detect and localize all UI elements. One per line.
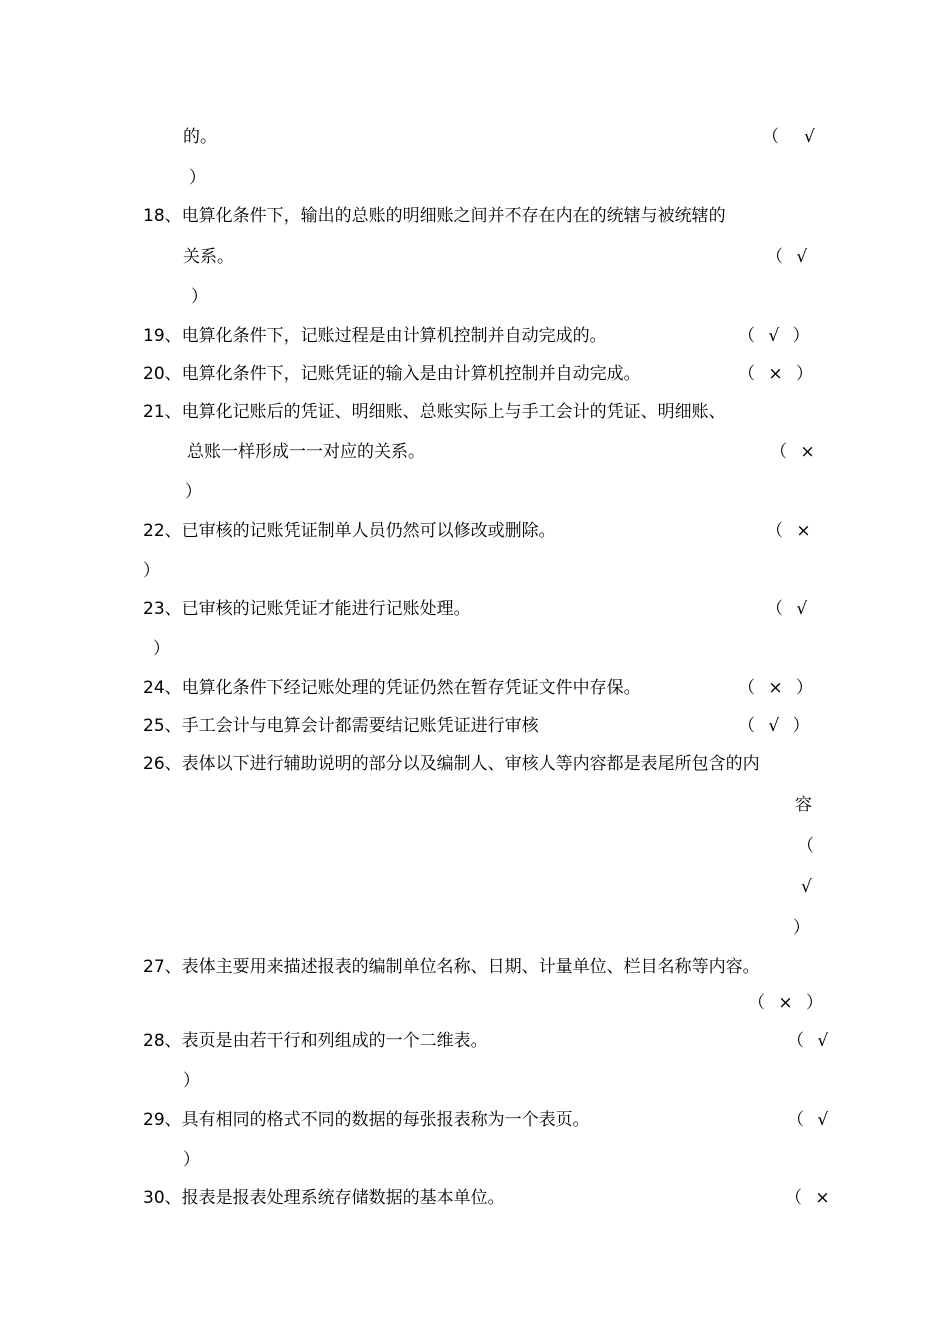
question-29-mark: （ √	[787, 1110, 833, 1130]
question-23-mark: （ √	[766, 599, 812, 619]
question-30: 30、报表是报表处理系统存储数据的基本单位。	[143, 1188, 505, 1208]
question-26-line1: 26、表体以下进行辅助说明的部分以及编制人、审核人等内容都是表尾所包含的内	[143, 754, 760, 774]
question-23: 23、已审核的记账凭证才能进行记账处理。	[143, 599, 471, 619]
question-19-mark: （ √ ）	[738, 326, 814, 346]
question-27: 27、表体主要用来描述报表的编制单位名称、日期、计量单位、栏目名称等内容。	[143, 957, 760, 977]
question-17-mark: （ √	[762, 127, 819, 147]
question-28-mark: （ √	[787, 1031, 833, 1051]
question-18-line2: 关系。	[183, 247, 234, 267]
question-21-line1: 21、电算化记账后的凭证、明细账、总账实际上与手工会计的凭证、明细账、	[143, 402, 726, 422]
question-17-tail: 的。	[183, 127, 217, 147]
question-24: 24、电算化条件下经记账处理的凭证仍然在暂存凭证文件中存保。	[143, 678, 641, 698]
question-28-close: ）	[183, 1071, 200, 1091]
question-22-close: ）	[143, 561, 160, 581]
question-30-mark: （ ×	[785, 1188, 834, 1208]
question-17-close: ）	[189, 168, 206, 188]
question-18-line1: 18、电算化条件下，输出的总账的明细账之间并不存在内在的统辖与被统辖的	[143, 206, 726, 226]
question-20: 20、电算化条件下，记账凭证的输入是由计算机控制并自动完成。	[143, 364, 641, 384]
question-21-line2: 总账一样形成一一对应的关系。	[187, 442, 425, 462]
question-20-mark: （ × ）	[738, 364, 818, 384]
question-28: 28、表页是由若干行和列组成的一个二维表。	[143, 1031, 488, 1051]
question-26-line2: 容	[795, 795, 812, 815]
question-22: 22、已审核的记账凭证制单人员仍然可以修改或删除。	[143, 521, 556, 541]
question-22-mark: （ ×	[766, 521, 815, 541]
question-25-mark: （ √ ）	[738, 716, 814, 736]
question-29-close: ）	[183, 1150, 200, 1170]
question-26-open: （	[797, 836, 814, 856]
question-21-mark: （ ×	[770, 442, 819, 462]
question-21-close: ）	[185, 482, 202, 502]
question-19: 19、电算化条件下，记账过程是由计算机控制并自动完成的。	[143, 326, 607, 346]
question-18-mark: （ √	[766, 247, 812, 267]
question-27-mark: （ × ）	[748, 993, 828, 1013]
question-23-close: ）	[153, 639, 170, 659]
question-25: 25、手工会计与电算会计都需要结记账凭证进行审核	[143, 716, 539, 736]
question-24-mark: （ × ）	[738, 678, 818, 698]
question-29: 29、具有相同的格式不同的数据的每张报表称为一个表页。	[143, 1110, 590, 1130]
question-26-mark: √	[801, 877, 812, 897]
question-18-close: ）	[191, 287, 208, 307]
question-26-close: ）	[793, 918, 810, 938]
